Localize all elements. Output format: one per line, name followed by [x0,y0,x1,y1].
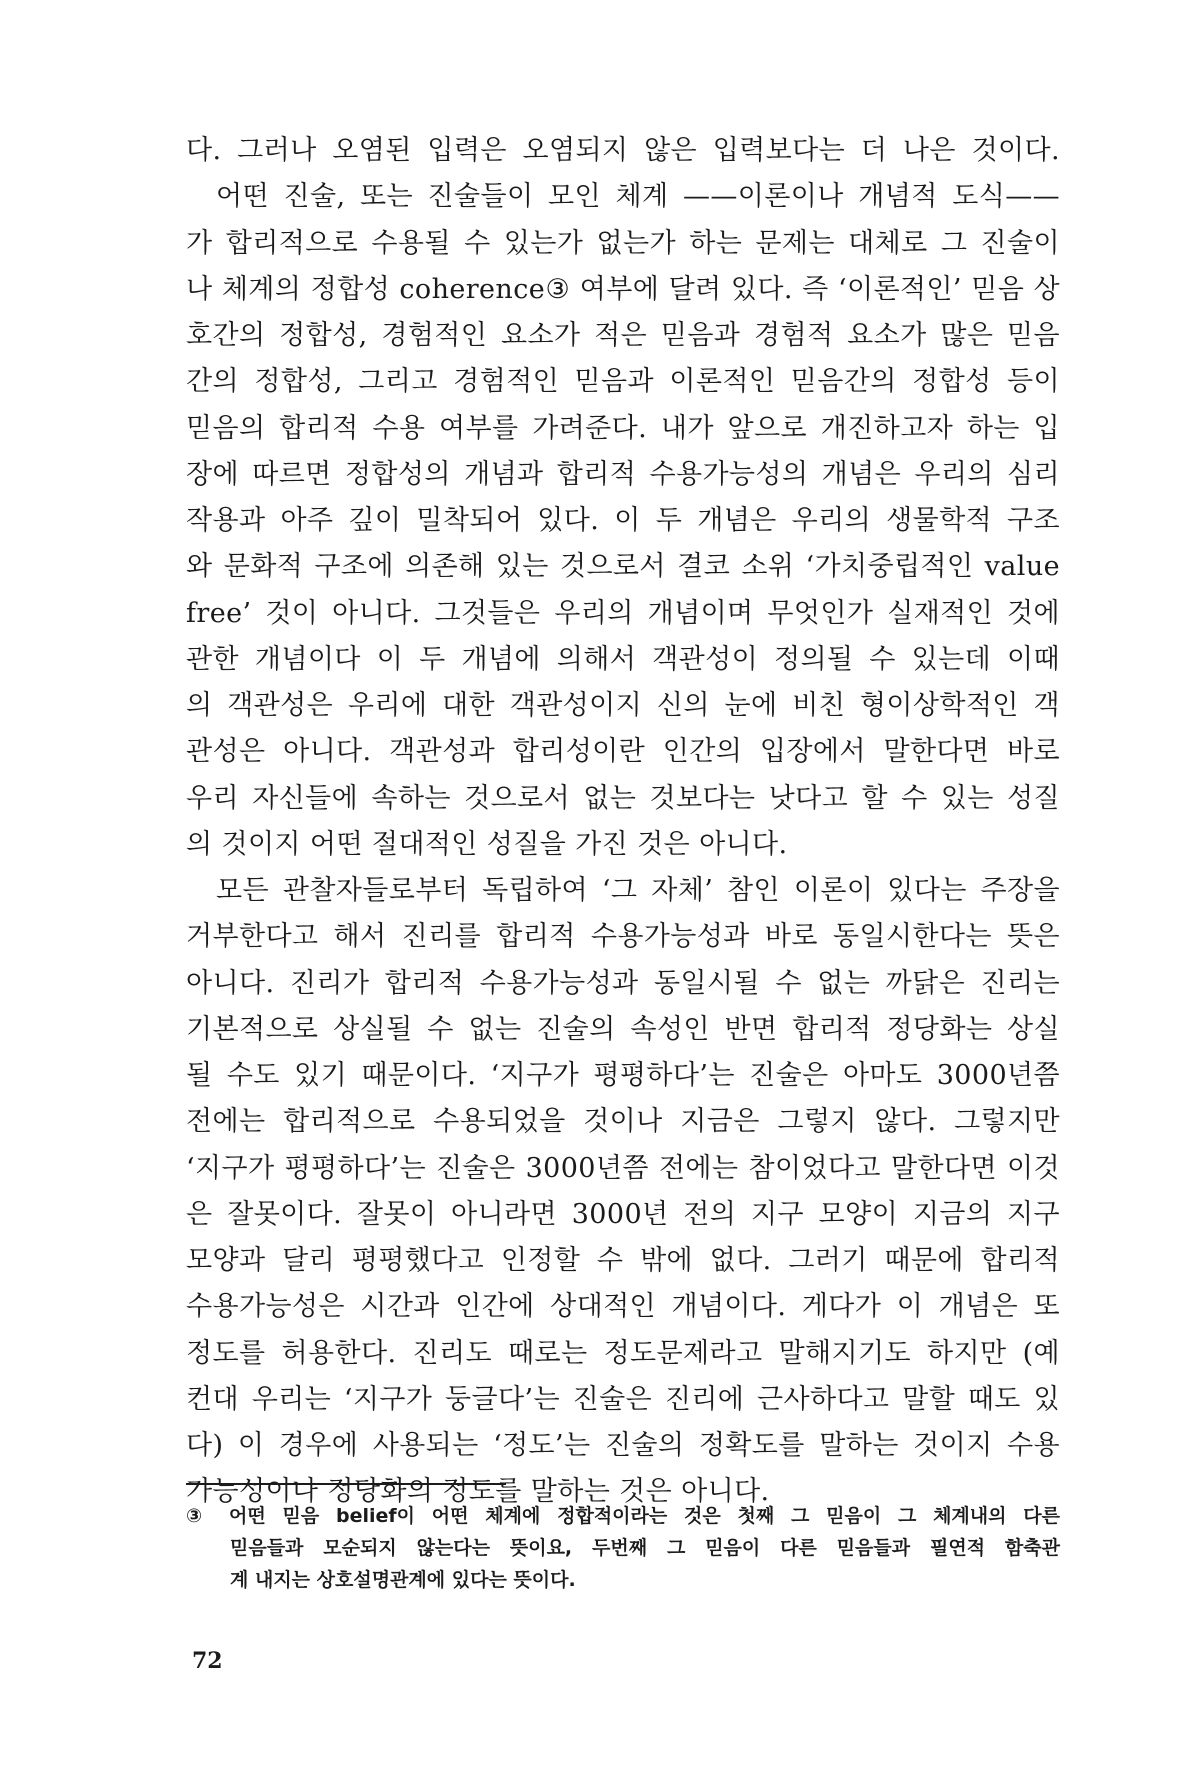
footnote-line: 계 내지는 상호설명관계에 있다는 뜻이다. [230,1569,576,1591]
body-line: 가 합리적으로 수용될 수 있는가 없는가 하는 문제는 대체로 그 진술이 [186,227,1060,259]
body-line: 거부한다고 해서 진리를 합리적 수용가능성과 바로 동일시한다는 뜻은 [186,921,1060,953]
footnote-marker: ③ [186,1505,213,1527]
footnote [186,1500,1060,1596]
body-line: 수용가능성은 시간과 인간에 상대적인 개념이다. 게다가 이 개념은 또 [186,1291,1060,1323]
body-line: 다) 이 경우에 사용되는 ‘정도’는 진술의 정확도를 말하는 것이지 수용 [186,1430,1060,1461]
body-text [186,128,1060,1516]
body-line: 의 것이지 어떤 절대적인 성질을 가진 것은 아니다. [186,828,788,860]
body-line: 다. 그러나 오염된 입력은 오염되지 않은 입력보다는 더 나은 것이다. [186,135,1060,166]
body-line: 컨대 우리는 ‘지구가 둥글다’는 진술은 진리에 근사하다고 말할 때도 있 [186,1383,1060,1415]
body-line: 호간의 정합성, 경험적인 요소가 적은 믿음과 경험적 요소가 많은 믿음 [186,320,1060,351]
page-number: 72 [192,1648,223,1674]
body-line: 될 수도 있기 때문이다. ‘지구가 평평하다’는 진술은 아마도 3000년쯤 [186,1060,1060,1091]
body-line: 작용과 아주 깊이 밀착되어 있다. 이 두 개념은 우리의 생물학적 구조 [186,505,1060,536]
body-line: 어떤 진술, 또는 진술들이 모인 체계 ——이론이나 개념적 도식—— [216,181,1060,213]
body-line: 기본적으로 상실될 수 없는 진술의 속성인 반면 합리적 정당화는 상실 [186,1013,1060,1045]
footnote-line: 믿음들과 모순되지 않는다는 뜻이요, 두번째 그 믿음이 다른 믿음들과 필연적 함축관 [230,1537,1060,1559]
body-line: ‘지구가 평평하다’는 진술은 3000년쯤 전에는 참이었다고 말한다면 이것 [186,1152,1060,1184]
body-line: 모든 관찰자들로부터 독립하여 ‘그 자체’ 참인 이론이 있다는 주장을 [216,875,1060,906]
body-line: 은 잘못이다. 잘못이 아니라면 3000년 전의 지구 모양이 지금의 지구 [186,1198,1060,1230]
body-line: 장에 따르면 정합성의 개념과 합리적 수용가능성의 개념은 우리의 심리 [186,458,1060,490]
footnote-text: 어떤 믿음 belief이 어떤 체계에 정합적이라는 것은 첫째 그 믿음이 그 체계내의 다른 [229,1505,1060,1527]
body-line: 관성은 아니다. 객관성과 합리성이란 인간의 입장에서 말한다면 바로 [186,736,1060,768]
body-line: 간의 정합성, 그리고 경험적인 믿음과 이론적인 믿음간의 정합성 등이 [186,366,1060,398]
body-line: 모양과 달리 평평했다고 인정할 수 밖에 없다. 그러기 때문에 합리적 [186,1245,1060,1276]
body-line: 아니다. 진리가 합리적 수용가능성과 동일시될 수 없는 까닭은 진리는 [186,967,1060,999]
footnote-divider [186,1483,506,1485]
footnote-line [186,1500,1060,1532]
body-line: 나 체계의 정합성 coherence③ 여부에 달려 있다. 즉 ‘이론적인’ 믿음 상 [186,273,1060,305]
body-line: 우리 자신들에 속하는 것으로서 없는 것보다는 낫다고 할 수 있는 성질 [186,782,1060,814]
body-line: 의 객관성은 우리에 대한 객관성이지 신의 눈에 비친 형이상학적인 객 [186,690,1060,721]
body-line: free’ 것이 아니다. 그것들은 우리의 개념이며 무엇인가 실재적인 것에 [186,597,1060,629]
body-line: 믿음의 합리적 수용 여부를 가려준다. 내가 앞으로 개진하고자 하는 입 [186,412,1060,444]
body-line: 정도를 허용한다. 진리도 때로는 정도문제라고 말해지기도 하지만 (예 [186,1337,1060,1369]
body-line: 관한 개념이다 이 두 개념에 의해서 객관성이 정의될 수 있는데 이때 [186,643,1060,675]
body-line: 가능성이나 정당화의 정도를 말하는 것은 아니다. [186,1476,770,1508]
body-line: 와 문화적 구조에 의존해 있는 것으로서 결코 소위 ‘가치중립적인 value [186,551,1060,583]
body-line: 전에는 합리적으로 수용되었을 것이나 지금은 그렇지 않다. 그렇지만 [186,1106,1060,1138]
